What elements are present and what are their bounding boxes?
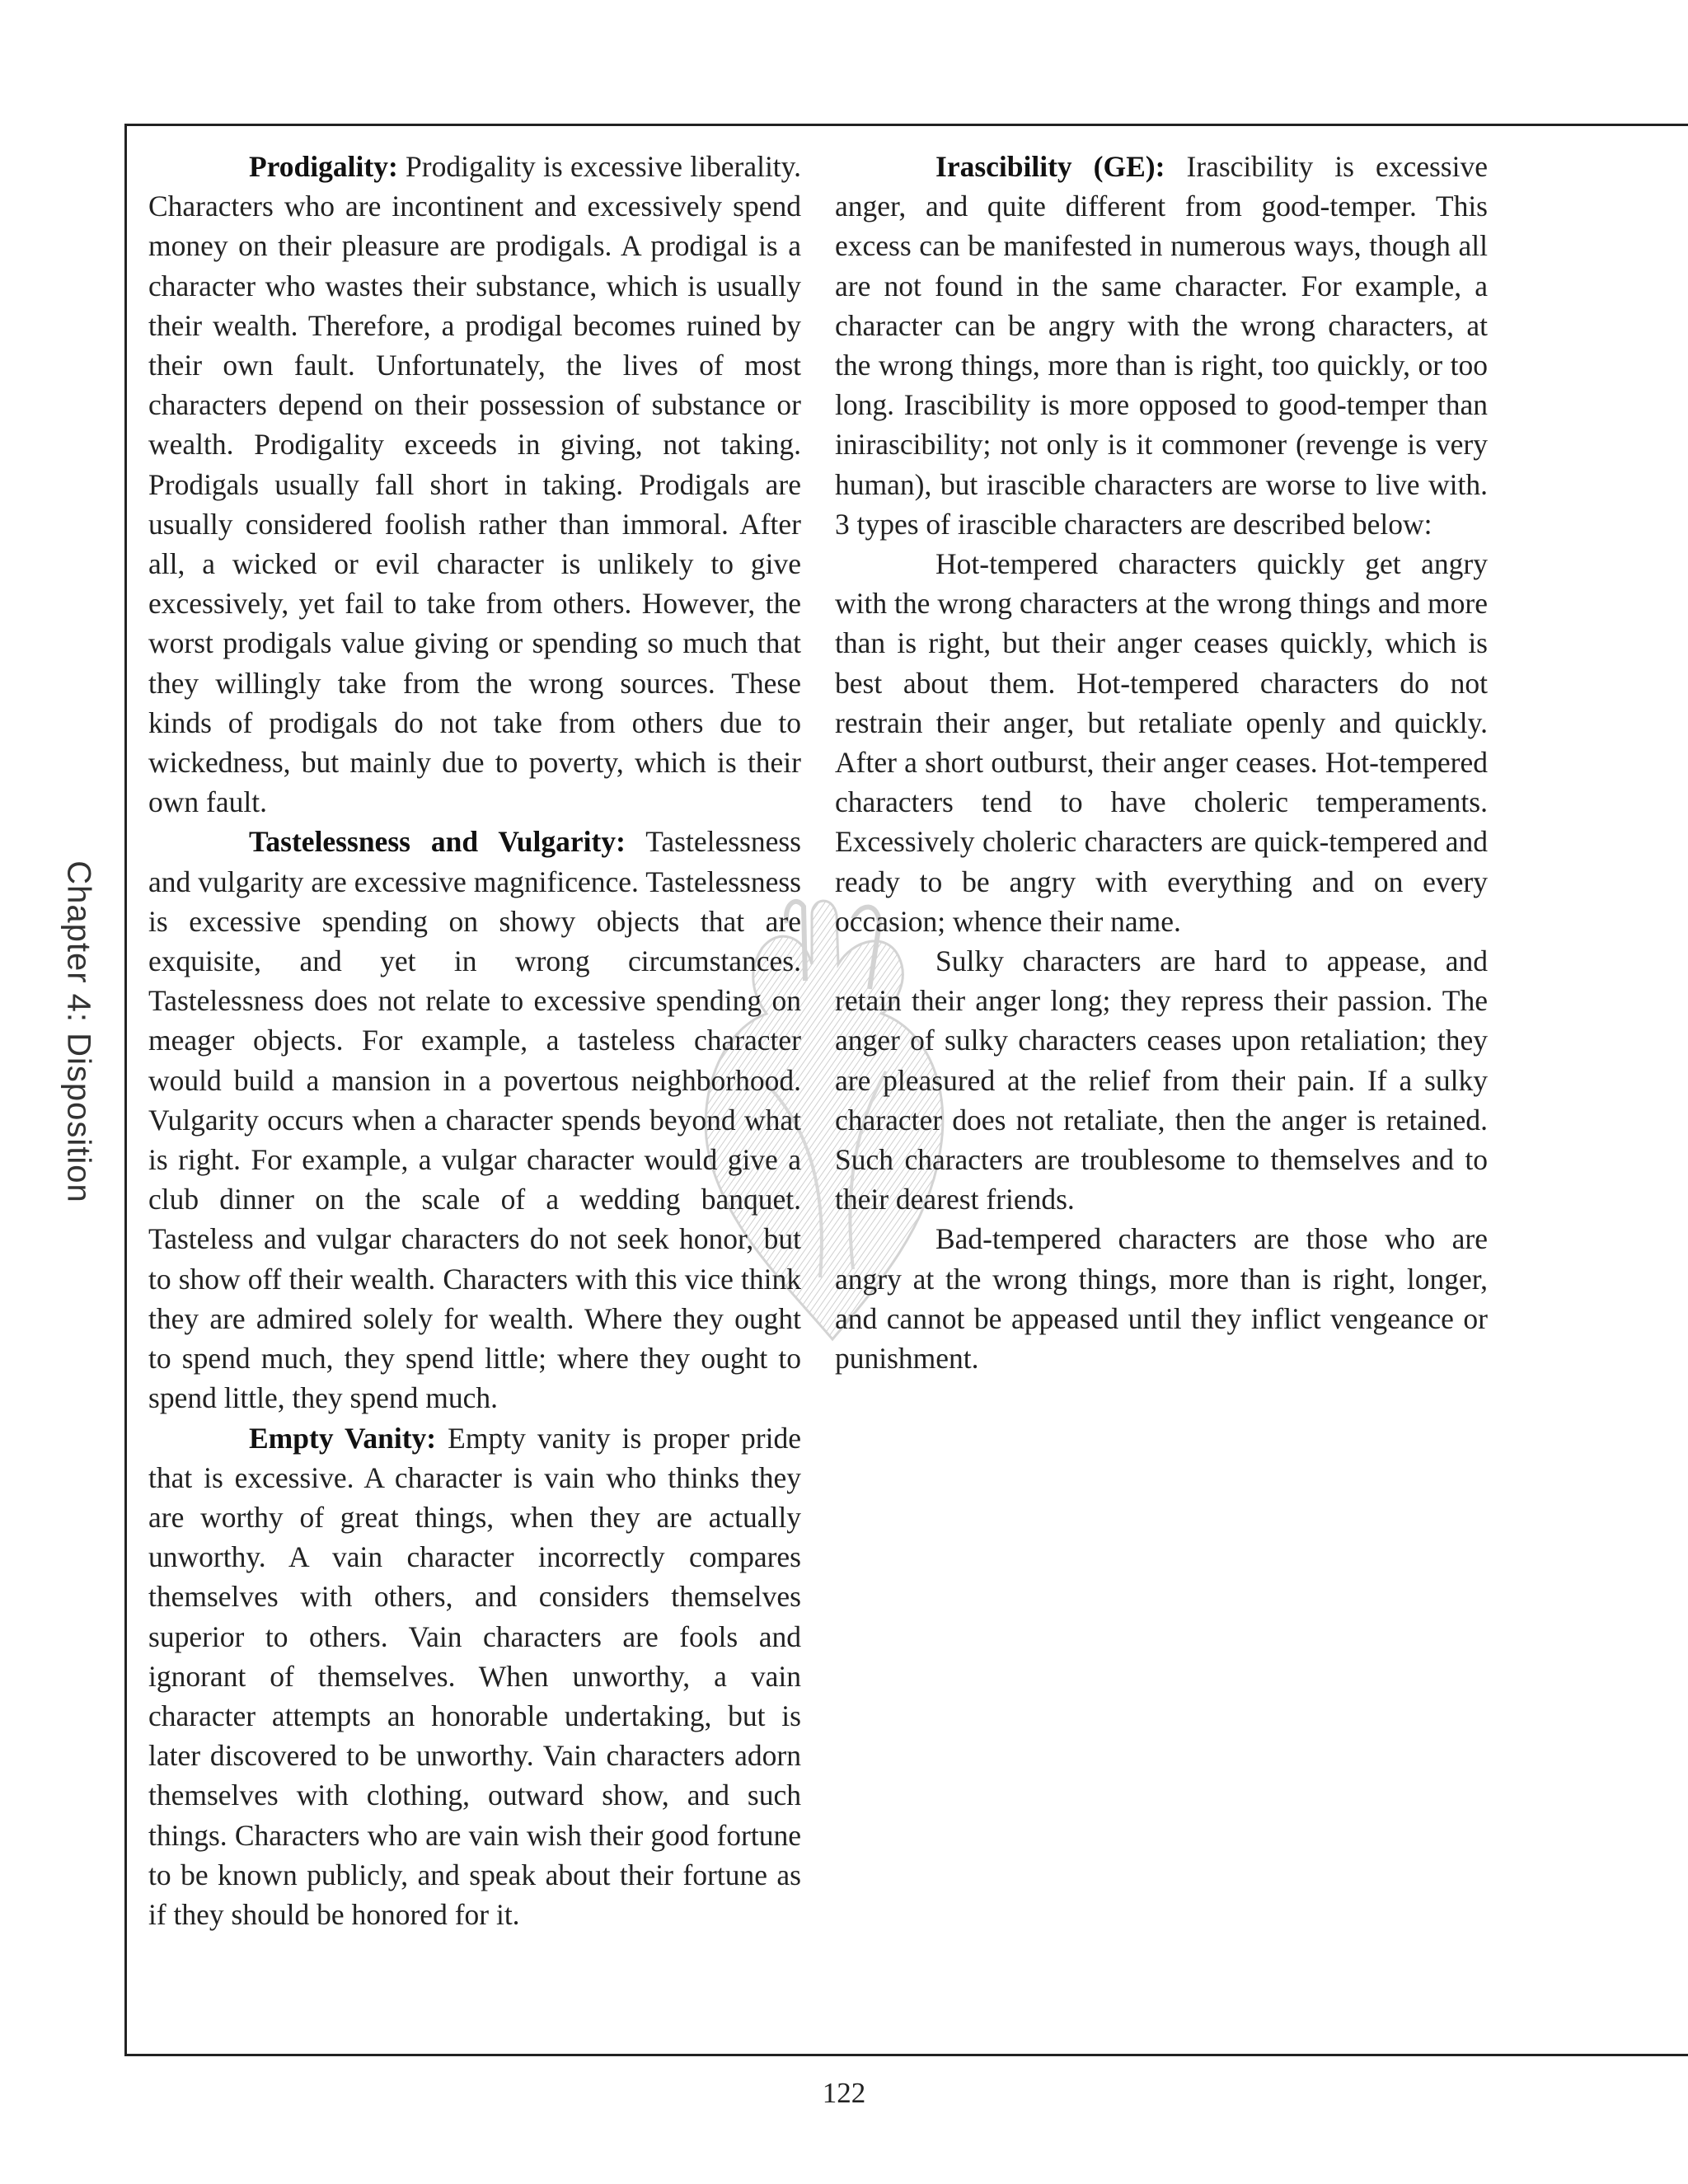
tastelessness-text: Tastelessness and vulgarity are excessive magnificence. Tastelessness is excessive spending on showy objects that are exquisite, and yet in wrong circumstances. Tastelessness does not relate to excessive spending on meager objects. For example, a tasteless character would build a mansion in a povertous neighborhood. Vulgarity occurs when a character spends beyond what is right. For example, a vulgar character would give a club dinner on the scale of a wedding banquet. Tasteless and vulgar characters do not seek honor, but to show off their wealth. Characters with this vice think they are admired solely for wealth. Where they ought to spend much, they spend little; where they ought to spend little, they spend much.: [148, 825, 801, 1415]
tastelessness-term: Tastelessness and Vulgarity:: [249, 825, 626, 859]
prodigality-text: Prodigality is excessive liberality. Characters who are incontinent and excessively spend money on their pleasure are prodigals. A prodigal is a character who wastes their substance, which is usually their wealth. Therefore, a prodigal becomes ruined by their own fault. Unfortunately, the lives of most characters depend on their possession of substance or wealth. Prodigality exceeds in giving, not taking. Prodigals usually fall short in taking. Prodigals are usually considered foolish rather than immoral. After all, a wicked or evil character is unlikely to give excessively, yet fail to take from others. However, the worst prodigals value giving or spending so much that they willingly take from the wrong sources. These kinds of prodigals do not take from others due to wickedness, but mainly due to poverty, which is their own fault.: [148, 150, 801, 819]
right-column: [835, 147, 1488, 1378]
empty-vanity-paragraph: [148, 1418, 801, 1935]
hot-tempered-paragraph: Hot-tempered characters quickly get angry with the wrong characters at the wrong things and more than is right, but their anger ceases quickly, which is best about them. Hot-tempered characters do not restrain their anger, but retaliate openly and quickly. After a short outburst, their anger ceases. Hot-tempered characters tend to have choleric temperaments. Excessively choleric characters are quick-tempered and ready to be angry with everything and on every occasion; whence their name.: [835, 547, 1488, 938]
chapter-side-label: Chapter 4: Disposition: [60, 860, 97, 1203]
irascibility-term: Irascibility (GE):: [935, 150, 1165, 183]
left-column: [148, 147, 801, 1934]
empty-vanity-text: Empty vanity is proper pride that is excessive. A character is vain who thinks they are worthy of great things, when they are actually unworthy. A vain character incorrectly compares themselves with others, and considers themselves superior to others. Vain characters are fools and ignorant of themselves. When unworthy, a vain character attempts an honorable undertaking, but is later discovered to be unworthy. Vain characters adorn themselves with clothing, outward show, and such things. Characters who are vain wish their good fortune to be known publicly, and speak about their fortune as if they should be honored for it.: [148, 1421, 801, 1931]
irascibility-text: Irascibility is excessive anger, and quite different from good-temper. This excess can be manifested in numerous ways, though all are not found in the same character. For example, a character can be angry with the wrong characters, at the wrong things, more than is right, too quickly, or too long. Irascibility is more opposed to good-temper than inirascibility; not only is it commoner (revenge is very human), but irascible characters are worse to live with. 3 types of irascible characters are described below:: [835, 150, 1488, 541]
prodigality-paragraph: [148, 147, 801, 822]
bad-tempered-paragraph: Bad-tempered characters are those who are angry at the wrong things, more than is right, longer, and cannot be appeased until they inflict vengeance or punishment.: [835, 1222, 1488, 1376]
irascibility-paragraph: [835, 147, 1488, 544]
prodigality-term: Prodigality:: [249, 150, 398, 183]
tastelessness-paragraph: [148, 822, 801, 1418]
empty-vanity-term: Empty Vanity:: [249, 1421, 437, 1455]
page-number: 122: [822, 2077, 866, 2109]
sulky-paragraph: Sulky characters are hard to appease, and retain their anger long; they repress their passion. The anger of sulky characters ceases upon retaliation; they are pleasured at the relief from their pain. If a sulky character does not retaliate, then the anger is retained. Such characters are troublesome to themselves and to their dearest friends.: [835, 944, 1488, 1216]
